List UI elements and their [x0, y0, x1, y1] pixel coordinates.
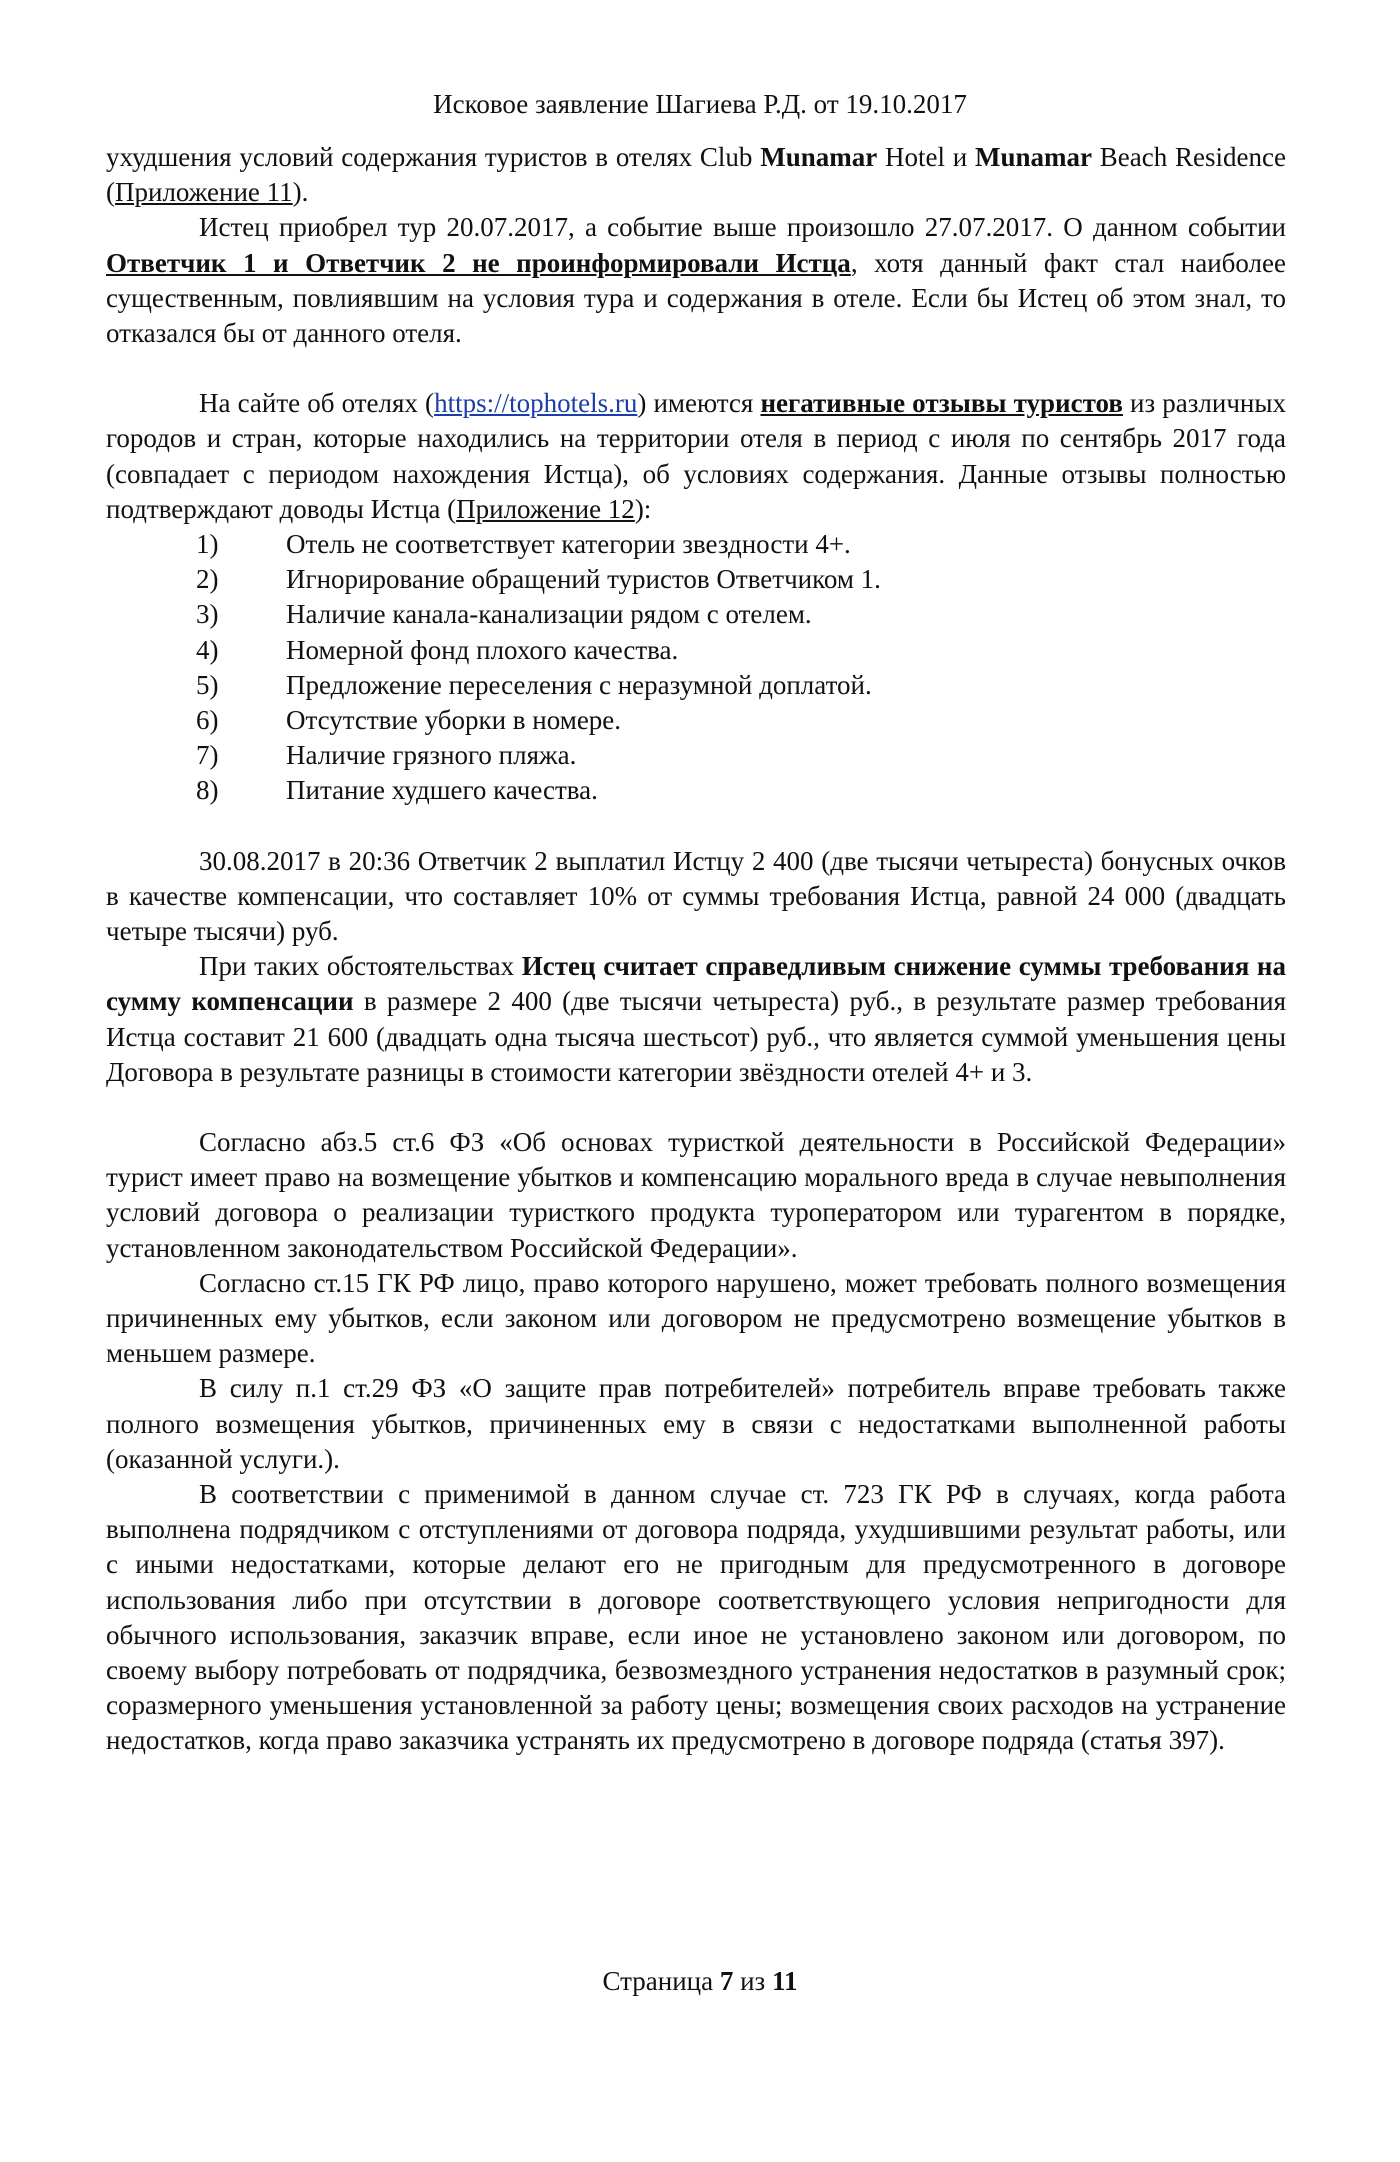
paragraph-tourism-law: Согласно абз.5 ст.6 ФЗ «Об основах туристкой деятельности в Российской Федерации» турист имеет право на возмещение убытков и компенсацию морального вреда в случае невыполнения условий договора о реализации туристкого продукта туроператором или турагентом в порядке, установленном законодательством Российской Федерации».: [106, 1126, 1286, 1263]
list-item: 7) Наличие грязного пляжа.: [196, 740, 577, 771]
list-item: 8) Питание худшего качества.: [196, 775, 598, 806]
page-header: Исковое заявление Шагиева Р.Д. от 19.10.2017: [433, 89, 967, 119]
paragraph-reviews: На сайте об отелях (https://tophotels.ru) имеются негативные отзывы туристов из различных городов и стран, которые находились на территории отеля в период с июля по сентябрь 2017 года (совпадает с периодом нахождения Истца), об условиях содержания. Данные отзывы полностью подтверждают доводы Истца (Приложение 12):: [106, 388, 1287, 524]
paragraph-claim-reduction: При таких обстоятельствах Истец считает справедливым снижение суммы требования на сумму компенсации в размере 2 400 (две тысячи четыреста) руб., в результате размер требования Истца составит 21 600 (двадцать одна тысяча шестьсот) руб., что является суммой уменьшения цены Договора в результате разницы в стоимости категории звёздности отелей 4+ и 3.: [106, 951, 1287, 1087]
negative-reviews: негативные отзывы туристов: [760, 388, 1123, 419]
claim-reduction-statement: Истец считает справедливым снижение суммы требования на сумму компенсации: [106, 951, 1286, 1017]
page-total: 11: [771, 1966, 798, 1996]
paragraph-hotel-conditions: ухудшения условий содержания туристов в отелях Club Munamar Hotel и Munamar Beach Residence (Приложение 11).: [106, 142, 1286, 208]
paragraph-civil-code-723: В соответствии с применимой в данном случае ст. 723 ГК РФ в случаях, когда работа выполнена подрядчиком с отступлениями от договора подряда, ухудшившими результат работы, или с иными недостатками, которые делают его не пригодным для предусмотренного в договоре использования либо при отсутствии в договоре соответствующего условия непригодности для обычного использования, заказчик вправе, если иное не установлено законом или договором, по своему выбору потребовать от подрядчика, безвозмездного устранения недостатков в разумный срок; соразмерного уменьшения установленной за работу цены; возмещения своих расходов на устранение недостатков, когда право заказчика устранять их предусмотрено в договоре подряда (статья 397).: [106, 1478, 1286, 1756]
page-number: 7: [719, 1966, 734, 1996]
page-footer: Страница 7 из 11: [602, 1966, 798, 1996]
paragraph-civil-code-15: Согласно ст.15 ГК РФ лицо, право которого нарушено, может требовать полного возмещения причиненных ему убытков, если законом или договором не предусмотрено возмещение убытков в меньшем размере.: [106, 1267, 1286, 1369]
list-item: 1) Отель не соответствует категории звездности 4+.: [196, 529, 851, 560]
paragraph-consumer-law: В силу п.1 ст.29 ФЗ «О защите прав потребителей» потребитель вправе требовать также полного возмещения убытков, причиненных ему в связи с недостатками выполненной работы (оказанной услуги.).: [106, 1373, 1286, 1474]
appendix-12-ref: Приложение 12: [456, 493, 635, 524]
list-item: 4) Номерной фонд плохого качества.: [196, 634, 679, 665]
paragraph-compensation: 30.08.2017 в 20:36 Ответчик 2 выплатил Истцу 2 400 (две тысячи четыреста) бонусных очков в качестве компенсации, что составляет 10% от суммы требования Истца, равной 24 000 (двадцать четыре тысячи) руб.: [106, 845, 1286, 946]
list-item: 3) Наличие канала-канализации рядом с отелем.: [196, 599, 812, 630]
tophotels-link[interactable]: https://tophotels.ru: [434, 388, 638, 419]
list-item: 6) Отсутствие уборки в номере.: [196, 704, 622, 735]
paragraph-tour-purchase: Истец приобрел тур 20.07.2017, а событие выше произошло 27.07.2017. О данном событии Ответчик 1 и Ответчик 2 не проинформировали Истца, хотя данный факт стал наиболее существенным, повлиявшим на условия тура и содержания в отеле. Если бы Истец об этом знал, то отказался бы от данного отеля.: [106, 212, 1286, 349]
appendix-11-ref: Приложение 11: [115, 177, 293, 208]
complaints-list: [106, 527, 1286, 809]
list-item: 5) Предложение переселения с неразумной доплатой.: [196, 669, 872, 700]
document-body: [106, 140, 1286, 1759]
defendants-not-informed: Ответчик 1 и Ответчик 2 не проинформировали Истца: [106, 247, 851, 278]
list-item: 2) Игнорирование обращений туристов Ответчиком 1.: [196, 564, 881, 595]
